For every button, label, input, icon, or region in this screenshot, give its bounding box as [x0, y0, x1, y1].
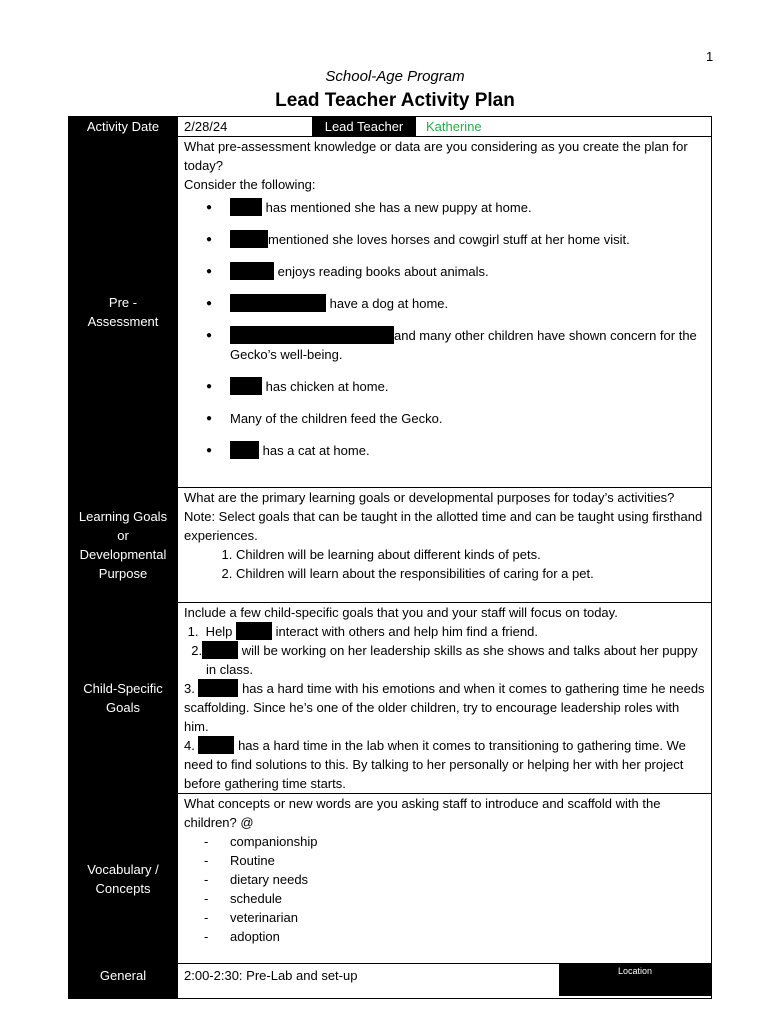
- page-title: Lead Teacher Activity Plan: [275, 90, 515, 111]
- child-goals-content: [178, 603, 712, 794]
- learning-goals-list: [184, 545, 705, 583]
- child-goal-4: [184, 736, 705, 793]
- learning-goals-label: Learning Goals or Developmental Purpose: [69, 488, 178, 603]
- activity-date-row: [69, 117, 712, 137]
- location-label: Location: [559, 964, 711, 996]
- pre-assessment-label: Pre - Assessment: [69, 137, 178, 488]
- learning-goals-content: [178, 488, 712, 603]
- general-cell: [178, 964, 712, 999]
- pre-assessment-bullet-text: has mentioned she has a new puppy at home.: [262, 200, 532, 215]
- pre-assessment-bullet-text: enjoys reading books about animals.: [274, 264, 489, 279]
- vocabulary-item: - dietary needs: [204, 870, 705, 889]
- redaction-bar: [230, 294, 326, 312]
- learning-goal-item: 1. Children will be learning about different kinds of pets.: [236, 545, 705, 564]
- activity-plan-table: [68, 116, 712, 999]
- child-goals-row: [69, 603, 712, 794]
- child-goal-3: [184, 679, 705, 736]
- learning-goals-question: What are the primary learning goals or developmental purposes for today’s activities?: [184, 490, 675, 505]
- pre-assessment-bullet: [184, 198, 705, 217]
- pre-assessment-bullet: [184, 409, 705, 428]
- redaction-bar: [230, 377, 262, 395]
- vocabulary-label: Vocabulary / Concepts: [69, 794, 178, 964]
- pre-assessment-bullet: [184, 230, 705, 249]
- redaction-bar: [230, 198, 262, 216]
- pre-assessment-bullet: [184, 294, 705, 313]
- program-subtitle: School-Age Program: [325, 68, 465, 85]
- vocabulary-item: - adoption: [204, 927, 705, 946]
- redaction-bar: [198, 679, 238, 697]
- learning-goals-row: [69, 488, 712, 603]
- pre-assessment-bullet: [184, 441, 705, 460]
- redaction-bar: [230, 262, 274, 280]
- child-goal-4-text: has a hard time in the lab when it comes to transitioning to gathering time. We need to find solutions to this. By talking to her personally or helping her with her project before gathering time starts.: [184, 738, 686, 791]
- pre-assessment-bullet: [184, 377, 705, 396]
- pre-assessment-bullet-text: has a cat at home.: [259, 443, 370, 458]
- pre-assessment-bullet-text: have a dog at home.: [326, 296, 449, 311]
- general-label: General: [69, 964, 178, 999]
- page-number: 1: [706, 49, 714, 64]
- pre-assessment-bullet-text: has chicken at home.: [262, 379, 389, 394]
- pre-assessment-bullet-text: mentioned she loves horses and cowgirl stuff at her home visit.: [268, 232, 630, 247]
- redaction-bar: [202, 641, 238, 659]
- lead-teacher-label: Lead Teacher: [312, 117, 416, 136]
- child-goals-intro: Include a few child-specific goals that you and your staff will focus on today.: [184, 605, 618, 620]
- child-goal-1-text: interact with others and help him find a friend.: [272, 624, 538, 639]
- vocabulary-item: - veterinarian: [204, 908, 705, 927]
- child-goal-3-prefix: 3.: [184, 681, 199, 696]
- child-goal-2: [184, 641, 705, 679]
- vocabulary-content: [178, 794, 712, 964]
- child-goals-label: Child-Specific Goals: [69, 603, 178, 794]
- pre-assessment-bullet-text: Many of the children feed the Gecko.: [230, 411, 443, 426]
- pre-assessment-row: [69, 137, 712, 488]
- child-goal-2-prefix: 2.: [184, 643, 203, 658]
- activity-date-cell: [178, 117, 712, 137]
- pre-assessment-content: [178, 137, 712, 488]
- lead-teacher-name: Katherine: [426, 119, 482, 134]
- child-goal-3-text: has a hard time with his emotions and when it comes to gathering time he needs scaffolding. Since he’s one of the older children, try to encourage leadership roles with him.: [184, 681, 705, 734]
- vocabulary-item: - Routine: [204, 851, 705, 870]
- activity-date-value: 2/28/24: [184, 119, 228, 134]
- vocabulary-question: What concepts or new words are you asking staff to introduce and scaffold with the children? @: [184, 796, 661, 830]
- vocabulary-row: [69, 794, 712, 964]
- redaction-bar: [230, 441, 259, 459]
- vocabulary-list: [184, 832, 705, 946]
- child-goal-2-text: will be working on her leadership skills as she shows and talks about her puppy in class.: [206, 643, 698, 677]
- pre-assessment-consider: Consider the following:: [184, 177, 316, 192]
- pre-assessment-bullets: [184, 198, 705, 460]
- pre-assessment-bullet: [184, 262, 705, 281]
- child-goal-1: [184, 622, 705, 641]
- pre-assessment-question: What pre-assessment knowledge or data are you considering as you create the plan for today?: [184, 139, 688, 173]
- general-schedule: 2:00-2:30: Pre-Lab and set-up: [184, 968, 358, 983]
- redaction-bar: [198, 736, 234, 754]
- child-goal-1-prefix: 1. Help: [184, 624, 237, 639]
- pre-assessment-bullet-text: and many other children have shown concern for the Gecko’s well-being.: [230, 328, 697, 362]
- redaction-bar: [230, 230, 268, 248]
- redaction-bar: [230, 326, 394, 344]
- vocabulary-item: - companionship: [204, 832, 705, 851]
- child-goal-4-prefix: 4.: [184, 738, 199, 753]
- activity-date-label: Activity Date: [69, 117, 178, 137]
- general-row: [69, 964, 712, 999]
- learning-goal-item: 2. Children will learn about the responsibilities of caring for a pet.: [236, 564, 705, 583]
- learning-goals-note: Note: Select goals that can be taught in the allotted time and can be taught using firsthand experiences.: [184, 509, 703, 543]
- vocabulary-item: - schedule: [204, 889, 705, 908]
- redaction-bar: [236, 622, 272, 640]
- pre-assessment-bullet: [184, 326, 705, 364]
